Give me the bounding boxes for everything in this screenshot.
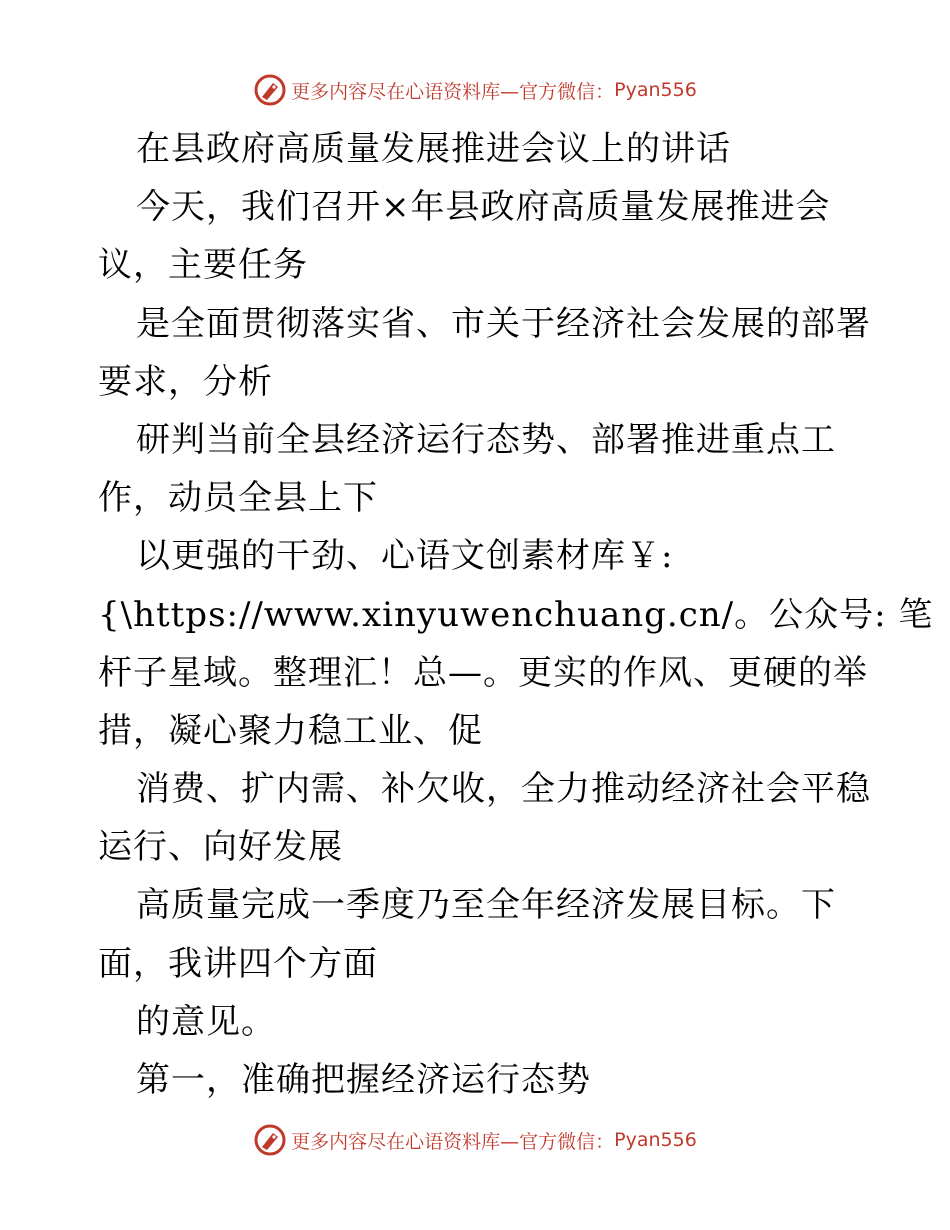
watermark-text: 更多内容尽在心语资料库—官方微信：: [291, 80, 615, 103]
text-line: 作，动员全县上下: [98, 478, 378, 519]
pen-nib-circle-icon: [253, 1123, 287, 1157]
text-line: 第一，准确把握经济运行态势: [136, 1060, 591, 1100]
text-line: 要求，分析: [98, 361, 273, 402]
text-line: 消费、扩内需、补欠收，全力推动经济社会平稳: [136, 769, 871, 810]
text-line: 措，凝心聚力稳工业、促: [98, 710, 483, 751]
text-line: 以更强的干劲、心语文创素材库￥:: [136, 536, 674, 577]
text-line: 议，主要任务: [98, 245, 308, 286]
document-body: [98, 120, 934, 1109]
text-line: 的意见。: [136, 1001, 276, 1042]
text-line: 高质量完成一季度乃至全年经济发展目标。下: [136, 885, 836, 926]
text-line: 运行、向好发展: [98, 827, 343, 868]
pen-nib-circle-icon: [253, 73, 287, 107]
header-watermark: [0, 70, 950, 110]
text-line: 是全面贯彻落实省、市关于经济社会发展的部署: [136, 303, 871, 344]
text-line: 杆子星域。整理汇！总—。更实的作风、更硬的举: [98, 652, 868, 693]
watermark-wechat-id: Pyan556: [614, 79, 697, 101]
document-title: 在县政府高质量发展推进会议上的讲话: [136, 129, 731, 169]
watermark-wechat-id: Pyan556: [614, 1129, 697, 1151]
text-line: 今天，我们召开×年县政府高质量发展推进会: [136, 187, 831, 228]
text-line: 研判当前全县经济运行态势、部署推进重点工: [136, 419, 836, 460]
text-line: 面，我讲四个方面: [98, 943, 378, 984]
text-line: {\https://www.xinyuwenchuang.cn/。公众号: 笔: [98, 594, 934, 635]
watermark-text: 更多内容尽在心语资料库—官方微信：: [291, 1130, 615, 1153]
footer-watermark: [0, 1120, 950, 1160]
